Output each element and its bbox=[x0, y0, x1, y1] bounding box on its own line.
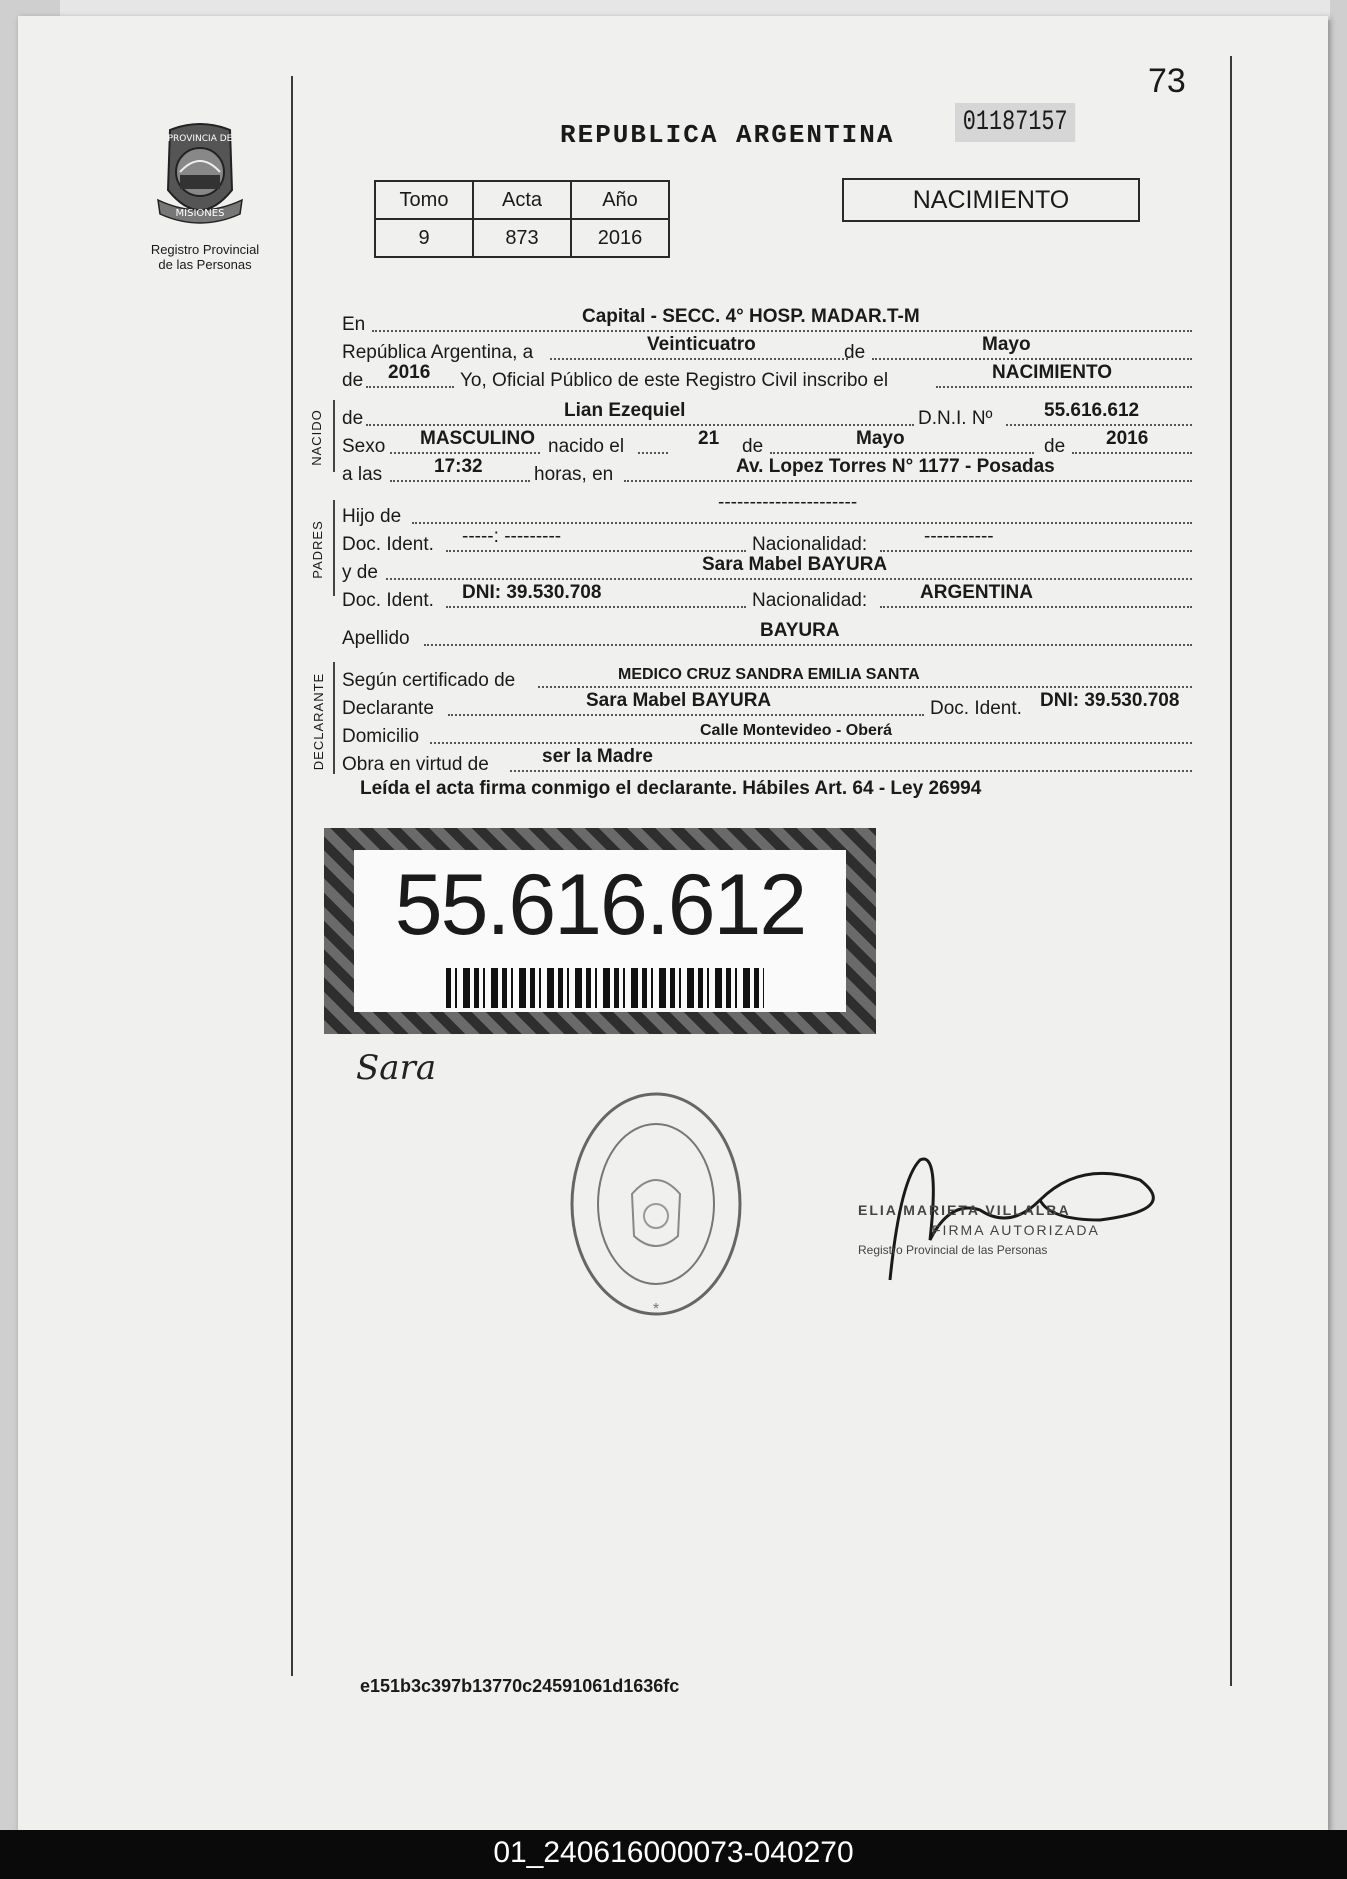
scan-footer-bar bbox=[0, 1830, 1347, 1879]
certificado-value: MEDICO CRUZ SANDRA EMILIA SANTA bbox=[618, 666, 920, 683]
nacido-side-label: NACIDO bbox=[308, 409, 324, 466]
row-fecha-inscripcion bbox=[342, 336, 1192, 364]
de-label-3: de bbox=[342, 408, 364, 429]
logo-bottom-text: MISIONES bbox=[175, 208, 225, 219]
right-margin-line bbox=[1230, 56, 1232, 1686]
anio-header: Año bbox=[571, 181, 669, 219]
mes-value: Mayo bbox=[982, 334, 1031, 355]
serial-number-stamp: 01187157 bbox=[955, 103, 1075, 142]
doc-ident-label-2: Doc. Ident. bbox=[342, 590, 434, 611]
de-label-4: de bbox=[742, 436, 764, 457]
nacimiento-dia-value: 21 bbox=[698, 428, 720, 449]
dni-value: 55.616.612 bbox=[1044, 400, 1140, 421]
document-title: REPUBLICA ARGENTINA bbox=[560, 120, 895, 150]
card-number: 55.616.612 bbox=[394, 857, 806, 953]
row-madre bbox=[342, 556, 1192, 584]
nacionalidad-label-2: Nacionalidad: bbox=[752, 590, 868, 611]
row-hora-lugar bbox=[342, 458, 1192, 486]
signer-name: ELIA MARIETA VILLALBA bbox=[858, 1202, 1071, 1218]
anio-inscripcion-value: 2016 bbox=[388, 362, 431, 383]
madre-nacionalidad-value: ARGENTINA bbox=[920, 582, 1033, 603]
padre-nacionalidad-value: ----------- bbox=[924, 526, 994, 547]
acta-value: 873 bbox=[473, 219, 571, 257]
doc-ident-label-1: Doc. Ident. bbox=[342, 534, 434, 555]
row-sexo bbox=[342, 430, 1192, 458]
province-coat-of-arms-icon bbox=[150, 120, 250, 240]
dni-barcode-card bbox=[324, 828, 876, 1034]
nombre-value: Lian Ezequiel bbox=[564, 400, 686, 421]
obra-value: ser la Madre bbox=[542, 746, 653, 767]
nacionalidad-label-1: Nacionalidad: bbox=[752, 534, 868, 555]
declarante-side-label: DECLARANTE bbox=[311, 672, 327, 771]
record-reference-table bbox=[374, 180, 670, 258]
tomo-header: Tomo bbox=[375, 181, 473, 219]
apellido-label: Apellido bbox=[342, 628, 410, 649]
oficial-label: Yo, Oficial Público de este Registro Civil inscribo el bbox=[460, 370, 889, 391]
card-label-area bbox=[354, 850, 846, 1012]
logo-top-text: PROVINCIA DE bbox=[167, 134, 233, 144]
logo-caption bbox=[130, 242, 280, 272]
domicilio-value: Calle Montevideo - Oberá bbox=[700, 722, 893, 739]
signature-stamp bbox=[858, 1200, 1100, 1260]
sexo-value: MASCULINO bbox=[420, 428, 536, 449]
row-lugar-registro bbox=[342, 308, 1192, 336]
padres-bracket bbox=[333, 500, 335, 596]
de-label-1: de bbox=[844, 342, 866, 363]
document-hash: e151b3c397b13770c24591061d1636fc bbox=[360, 1676, 680, 1696]
de-label-5: de bbox=[1044, 436, 1066, 457]
record-type-box: NACIMIENTO bbox=[842, 178, 1140, 222]
madre-value: Sara Mabel BAYURA bbox=[702, 554, 888, 575]
sexo-label: Sexo bbox=[342, 436, 386, 457]
row-certificado bbox=[342, 664, 1192, 692]
svg-text:*: * bbox=[652, 1301, 660, 1318]
signer-org: Registro Provincial de las Personas bbox=[858, 1243, 1048, 1257]
dia-texto-value: Veinticuatro bbox=[647, 334, 756, 355]
declarante-value: Sara Mabel BAYURA bbox=[586, 690, 772, 711]
official-seal-icon bbox=[566, 1086, 746, 1322]
acta-header: Acta bbox=[473, 181, 571, 219]
hora-value: 17:32 bbox=[434, 456, 483, 477]
row-declarante bbox=[342, 692, 1192, 720]
padres-side-label: PADRES bbox=[309, 520, 325, 579]
declarante-doc-value: DNI: 39.530.708 bbox=[1040, 690, 1180, 711]
republica-label: República Argentina, a bbox=[342, 342, 534, 363]
row-apellido bbox=[342, 622, 1192, 650]
padre-value: ---------------------- bbox=[718, 492, 858, 513]
declarante-bracket bbox=[333, 662, 335, 774]
padre-doc-value: -----: --------- bbox=[462, 526, 562, 547]
madre-doc-value: DNI: 39.530.708 bbox=[462, 582, 602, 603]
nacido-el-label: nacido el bbox=[548, 436, 625, 457]
inscribe-value: NACIMIENTO bbox=[992, 362, 1112, 383]
signer-role: FIRMA AUTORIZADA bbox=[932, 1222, 1100, 1238]
de-label-2: de bbox=[342, 370, 364, 391]
row-nombre bbox=[342, 402, 1192, 430]
left-margin-line bbox=[291, 76, 293, 1676]
horas-en-label: horas, en bbox=[534, 464, 614, 485]
nacimiento-mes-value: Mayo bbox=[856, 428, 905, 449]
registro-lugar-value: Capital - SECC. 4° HOSP. MADAR.T-M bbox=[582, 306, 920, 327]
declarante-label: Declarante bbox=[342, 698, 434, 719]
barcode-icon bbox=[446, 968, 764, 1008]
row-padre-doc bbox=[342, 528, 1192, 556]
logo-caption-line2: de las Personas bbox=[158, 257, 252, 272]
row-domicilio bbox=[342, 720, 1192, 748]
closing-statement: Leída el acta firma conmigo el declarante. Hábiles Art. 64 - Ley 26994 bbox=[360, 778, 982, 799]
nacido-bracket bbox=[333, 400, 335, 472]
certificado-label: Según certificado de bbox=[342, 670, 516, 691]
logo-caption-line1: Registro Provincial bbox=[150, 242, 260, 257]
tomo-value: 9 bbox=[375, 219, 473, 257]
obra-label: Obra en virtud de bbox=[342, 754, 489, 775]
y-de-label: y de bbox=[342, 562, 378, 583]
dni-label: D.N.I. Nº bbox=[918, 408, 993, 429]
row-madre-doc bbox=[342, 584, 1192, 612]
row-obra bbox=[342, 748, 1192, 776]
row-oficial bbox=[342, 364, 1192, 392]
domicilio-label: Domicilio bbox=[342, 726, 420, 747]
doc-ident-label-3: Doc. Ident. bbox=[930, 698, 1022, 719]
hijo-de-label: Hijo de bbox=[342, 506, 402, 527]
a-las-label: a las bbox=[342, 464, 383, 485]
en-label: En bbox=[342, 314, 366, 335]
handwritten-note: Sara bbox=[356, 1048, 437, 1088]
apellido-value: BAYURA bbox=[760, 620, 840, 641]
row-padre bbox=[342, 492, 1192, 528]
page-number: 73 bbox=[1148, 62, 1186, 100]
nacimiento-anio-value: 2016 bbox=[1106, 428, 1149, 449]
scan-file-id: 01_240616000073-040270 bbox=[493, 1836, 854, 1869]
lugar-nacimiento-value: Av. Lopez Torres N° 1177 - Posadas bbox=[736, 456, 1055, 477]
anio-value: 2016 bbox=[571, 219, 669, 257]
